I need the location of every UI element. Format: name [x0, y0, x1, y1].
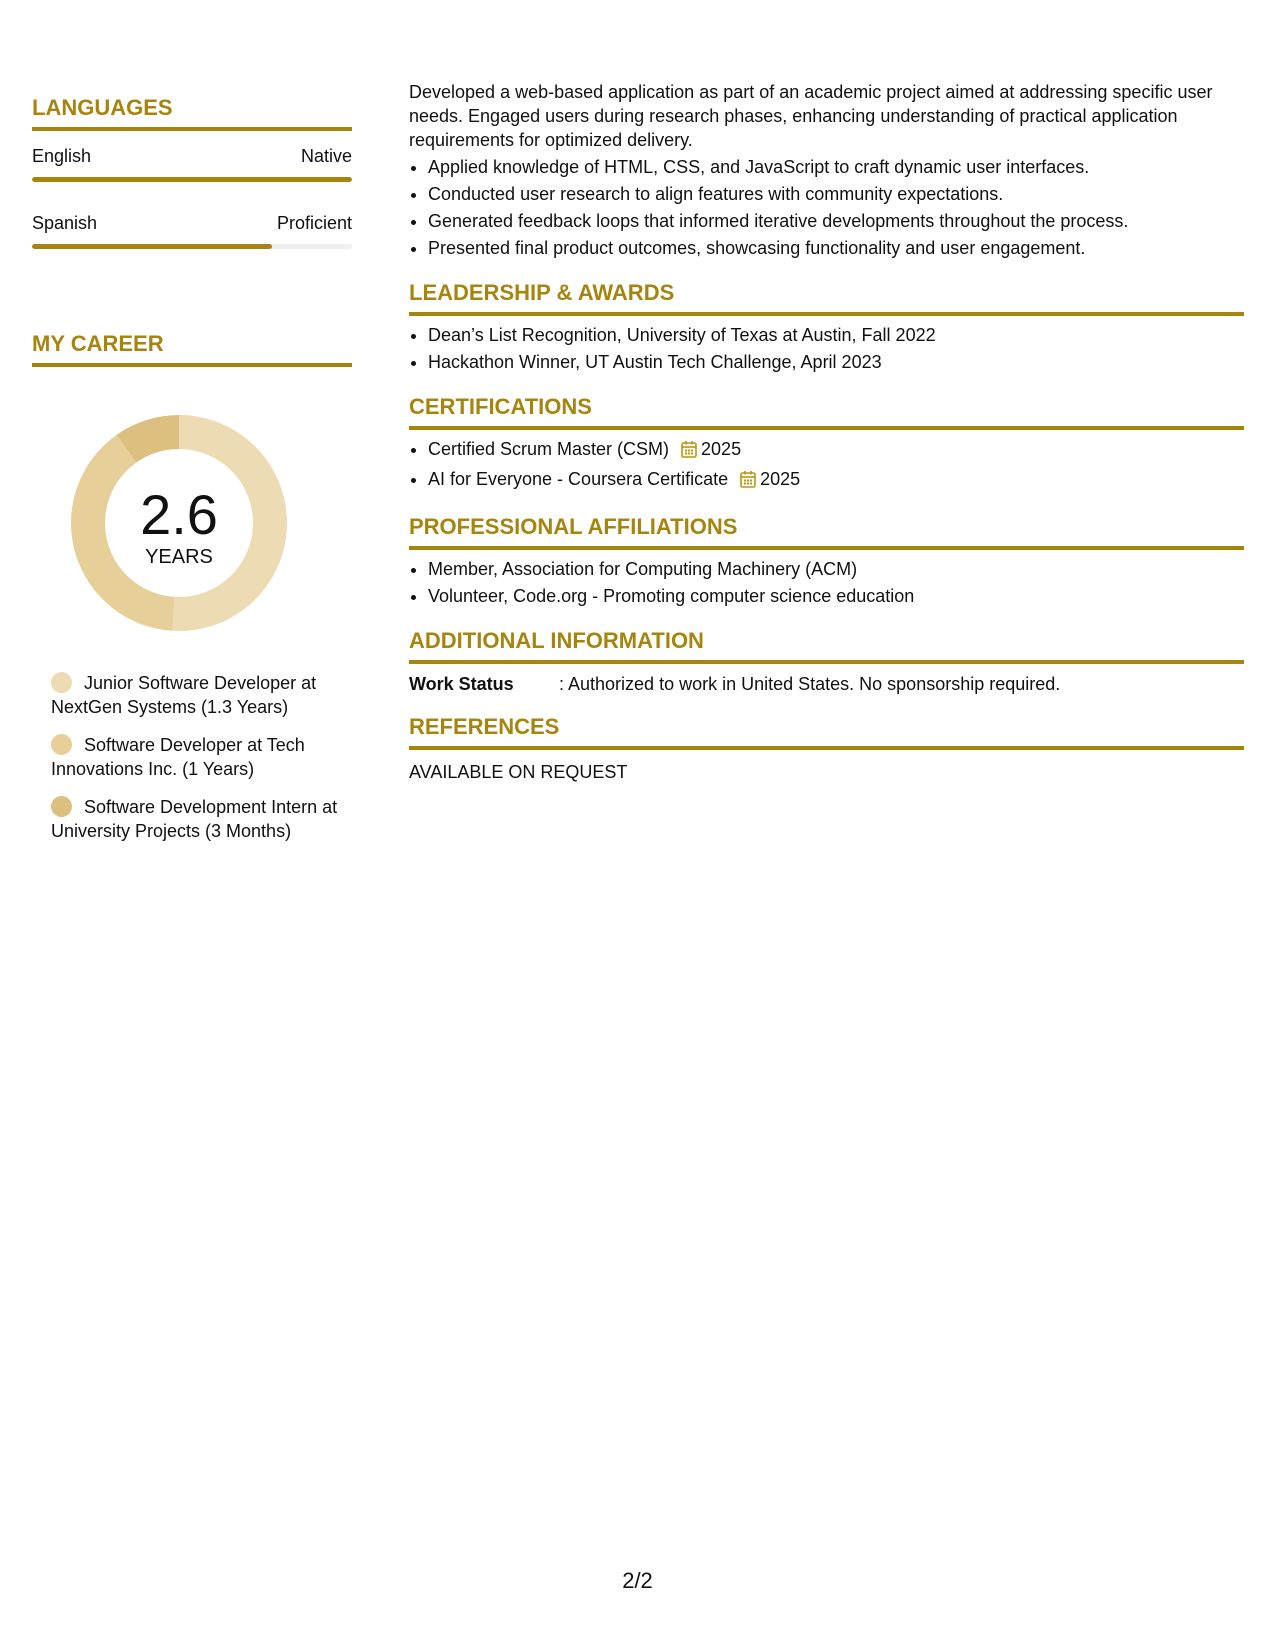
certification-name: AI for Everyone - Coursera Certificate — [428, 469, 729, 489]
right-column — [409, 80, 1244, 784]
career-legend-item — [51, 795, 341, 843]
calendar-icon — [740, 469, 756, 496]
languages-section — [32, 95, 352, 249]
language-proficiency-bar — [32, 177, 352, 182]
career-role-label: Software Developer at Tech Innovations Inc. (1 Years) — [51, 735, 305, 779]
career-total-value: 2.6 — [140, 483, 218, 546]
language-row — [32, 145, 352, 182]
work-status-label: Work Status — [409, 674, 514, 694]
additional-info-section — [409, 628, 1244, 696]
career-total-unit: YEARS — [145, 546, 213, 568]
page-number: 2/2 — [622, 1568, 653, 1593]
language-level: Native — [300, 146, 352, 166]
certification-item — [428, 436, 1244, 466]
language-row — [32, 212, 352, 249]
career-legend-item — [51, 733, 341, 781]
language-name: English — [32, 146, 92, 166]
list-item: • Presented final product outcomes, showcasing functionality and user engagement. — [428, 235, 1244, 262]
career-section — [32, 331, 352, 843]
career-donut-chart — [67, 411, 291, 635]
project-section — [409, 80, 1244, 262]
references-section — [409, 714, 1244, 784]
certifications-heading: CERTIFICATIONS — [409, 394, 1244, 430]
list-item: • Member, Association for Computing Machinery (ACM) — [428, 556, 1244, 583]
list-item: • Dean’s List Recognition, University of Texas at Austin, Fall 2022 — [428, 322, 1244, 349]
language-proficiency-bar — [32, 244, 352, 249]
legend-dot-icon — [51, 734, 72, 755]
list-item: • Hackathon Winner, UT Austin Tech Challenge, April 2023 — [428, 349, 1244, 376]
left-column — [32, 95, 352, 857]
references-text: AVAILABLE ON REQUEST — [409, 762, 628, 782]
career-legend-item — [51, 671, 341, 719]
language-level: Proficient — [276, 213, 352, 233]
calendar-icon — [681, 439, 697, 466]
career-role-label: Software Development Intern at University Projects (3 Months) — [51, 797, 338, 841]
project-description: Developed a web-based application as part of an academic project aimed at addressing specific user needs. Engaged users during research phases, enhancing understanding of practical application requirements for optimized delivery. — [409, 82, 1213, 150]
references-heading: REFERENCES — [409, 714, 1244, 750]
language-name: Spanish — [32, 213, 98, 233]
career-role-label: Junior Software Developer at NextGen Systems (1.3 Years) — [51, 673, 317, 717]
work-status-value: : Authorized to work in United States. No sponsorship required. — [559, 674, 1061, 694]
languages-heading: LANGUAGES — [32, 95, 352, 131]
career-legend — [51, 671, 341, 843]
career-heading: MY CAREER — [32, 331, 352, 367]
certification-item — [428, 466, 1244, 496]
certification-name: Certified Scrum Master (CSM) — [428, 439, 670, 459]
project-bullets — [409, 154, 1244, 262]
legend-dot-icon — [51, 672, 72, 693]
certifications-section — [409, 394, 1244, 496]
work-status-row — [409, 672, 1244, 696]
additional-info-heading: ADDITIONAL INFORMATION — [409, 628, 1244, 664]
certification-year: 2025 — [760, 469, 801, 489]
certification-year: 2025 — [701, 439, 742, 459]
language-proficiency-fill — [32, 177, 352, 182]
list-item: • Volunteer, Code.org - Promoting computer science education — [428, 583, 1244, 610]
affiliations-section — [409, 514, 1244, 610]
legend-dot-icon — [51, 796, 72, 817]
language-proficiency-fill — [32, 244, 272, 249]
leadership-section — [409, 280, 1244, 376]
list-item: • Generated feedback loops that informed iterative developments throughout the process. — [428, 208, 1244, 235]
list-item: • Conducted user research to align features with community expectations. — [428, 181, 1244, 208]
leadership-heading: LEADERSHIP & AWARDS — [409, 280, 1244, 316]
list-item: • Applied knowledge of HTML, CSS, and JavaScript to craft dynamic user interfaces. — [428, 154, 1244, 181]
affiliations-heading: PROFESSIONAL AFFILIATIONS — [409, 514, 1244, 550]
